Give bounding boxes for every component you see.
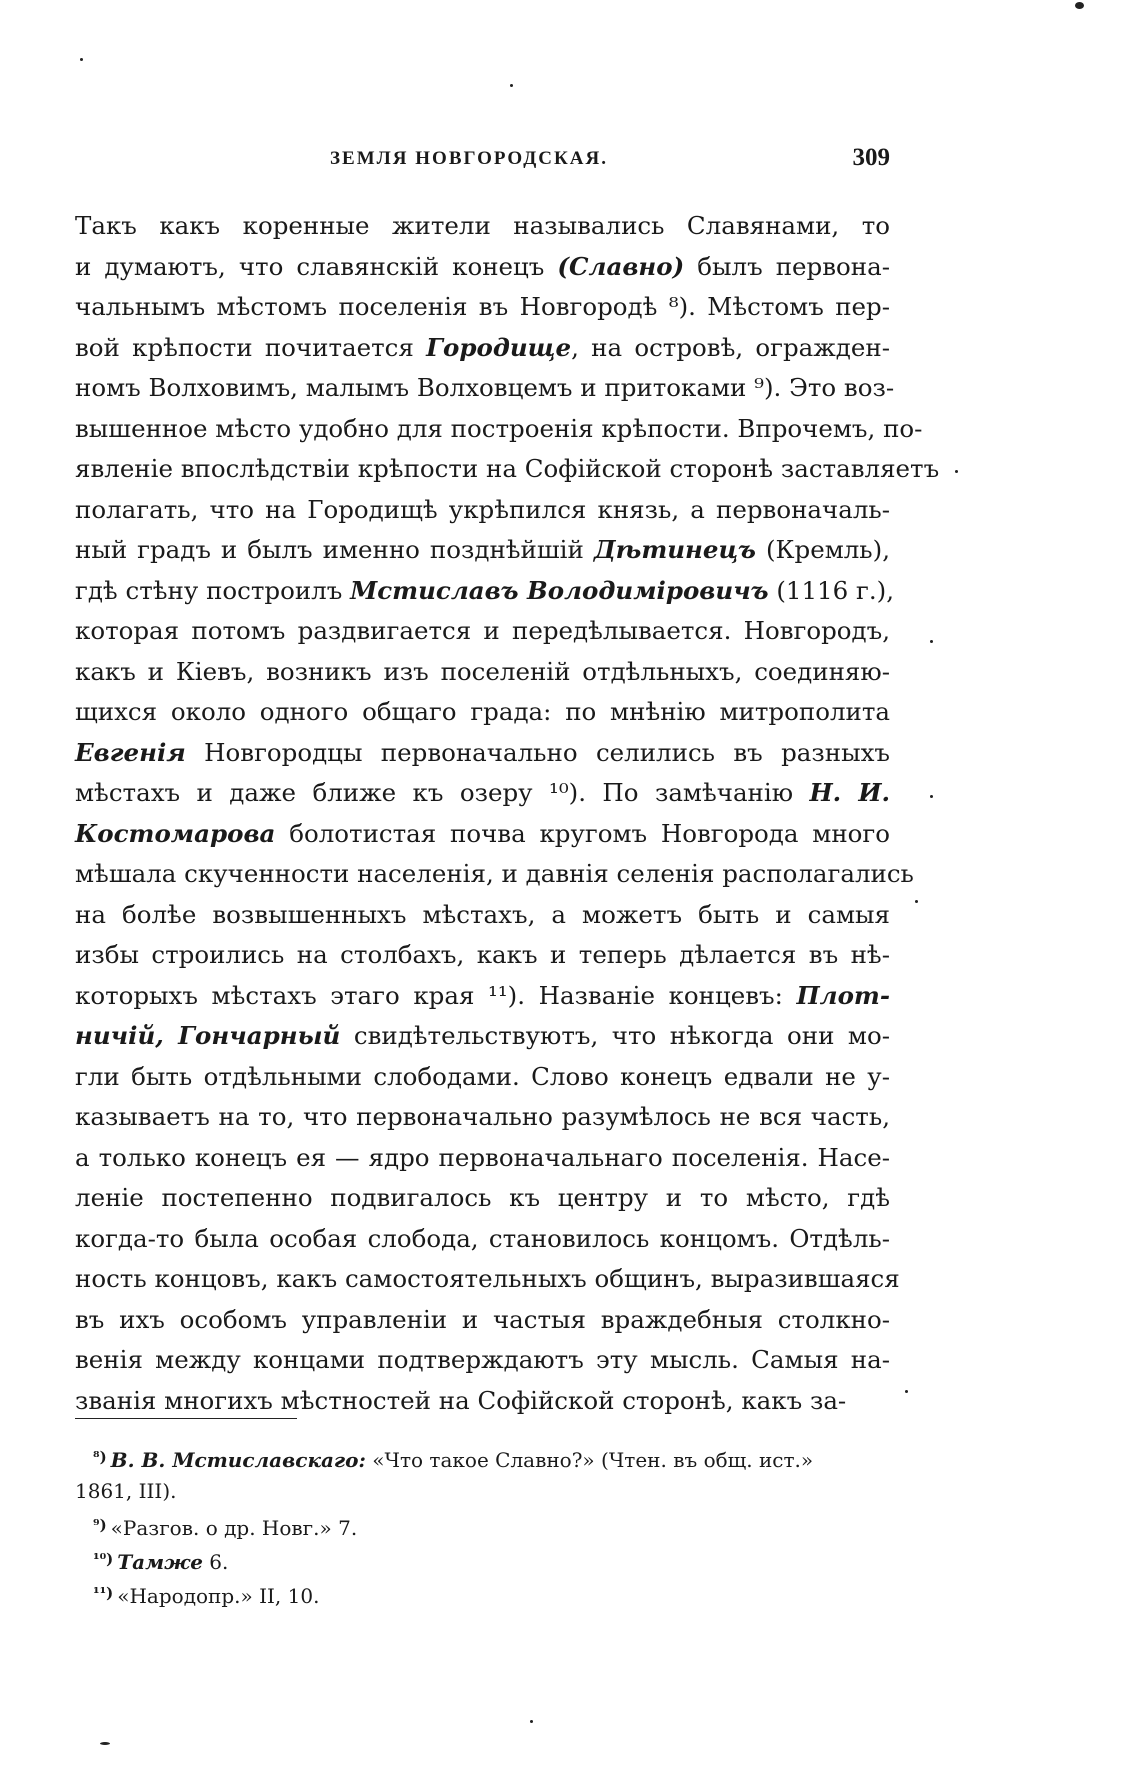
- text-run: полагать, что на Городищѣ укрѣпился князь, а первоначаль-: [75, 494, 890, 524]
- footnote-text: 6.: [202, 1550, 229, 1574]
- text-run: былъ первона-: [684, 251, 890, 281]
- text-line: [75, 247, 890, 288]
- text-line: [75, 368, 895, 409]
- text-run: казываетъ на то, что первоначально разумѣлось не вся часть,: [75, 1102, 890, 1131]
- text-line: [75, 1300, 890, 1341]
- text-run: когда-то была особая слобода, становилось концомъ. Отдѣль-: [75, 1223, 890, 1253]
- text-line: [75, 490, 890, 531]
- footnote-text: «Разгов. о др. Новг.» 7.: [110, 1516, 358, 1540]
- print-speck: [530, 1720, 533, 1723]
- text-line: [75, 611, 890, 652]
- text-line: [75, 571, 894, 612]
- footnote: [75, 1440, 890, 1474]
- text-run: вой крѣпости почитается: [75, 332, 427, 362]
- text-run: какъ и Кіевъ, возникъ изъ поселеній отдѣльныхъ, соединяю-: [75, 656, 890, 686]
- italic-run: Дѣтинецъ: [593, 535, 756, 564]
- text-line: [75, 328, 890, 369]
- text-run: ный градъ и былъ именно позднѣйшій: [75, 535, 594, 564]
- footnote-rule: [75, 1418, 297, 1419]
- text-run: леніе постепенно подвигалось къ центру и то мѣсто, гдѣ: [75, 1183, 890, 1212]
- text-run: и думаютъ, что славянскій конецъ: [75, 251, 558, 281]
- text-run: которая потомъ раздвигается и передѣлывается. Новгородъ,: [75, 616, 890, 645]
- print-speck: [930, 795, 933, 798]
- italic-run: Городище: [426, 332, 572, 362]
- text-run: мѣстахъ и даже ближе къ озеру ¹⁰). По замѣчанію: [75, 778, 810, 807]
- text-line: [75, 1219, 890, 1260]
- text-line: [75, 409, 923, 450]
- text-run: въ ихъ особомъ управленіи и частыя враждебныя столкно-: [75, 1304, 890, 1334]
- text-run: мѣшала скученности населенія, и давнія селенія располагались: [75, 859, 914, 888]
- text-line: [75, 1138, 890, 1179]
- print-speck: [1075, 2, 1084, 9]
- text-line: [75, 652, 890, 693]
- text-line: [75, 206, 890, 247]
- footnote-text: «Что такое Славно?» (Чтен. въ общ. ист.»: [365, 1448, 814, 1472]
- text-line: [75, 976, 890, 1017]
- text-run: (Кремль),: [756, 535, 890, 564]
- text-line: [75, 1097, 890, 1138]
- footnotes: [75, 1440, 890, 1610]
- text-run: явленіе впослѣдствіи крѣпости на Софійской сторонѣ заставляетъ: [75, 454, 940, 483]
- page-number: 309: [852, 144, 890, 171]
- text-run: венія между концами подтверждаютъ эту мысль. Самыя на-: [75, 1345, 890, 1374]
- running-head: [75, 144, 890, 182]
- italic-run: Евгенія: [75, 737, 186, 767]
- text-run: щихся около одного общаго града: по мнѣнію митрополита: [75, 697, 890, 726]
- italic-run: ничій, Гончарный: [75, 1021, 341, 1050]
- italic-run: Мстиславъ Володиміровичъ: [350, 575, 769, 605]
- italic-run: Н. И.: [809, 778, 891, 807]
- footnote-mark: ¹⁰): [93, 1550, 114, 1568]
- text-run: свидѣтельствуютъ, что нѣкогда они мо-: [340, 1021, 890, 1050]
- text-line: [75, 854, 914, 895]
- print-speck: [510, 84, 513, 87]
- body-text: [75, 206, 940, 1421]
- text-line: [75, 692, 890, 733]
- text-run: болотистая почва кругомъ Новгорода много: [275, 818, 890, 848]
- print-speck: [915, 900, 918, 903]
- text-run: , на островѣ, огражден-: [571, 332, 890, 362]
- footnote-italic: Тамже: [117, 1550, 203, 1574]
- text-line: [75, 895, 890, 936]
- text-line: [75, 1057, 890, 1098]
- text-run: на болѣе возвышенныхъ мѣстахъ, а можетъ быть и самыя: [75, 899, 890, 929]
- text-line: [75, 449, 940, 490]
- text-run: а только конецъ ея — ядро первоначальнаго поселенія. Насе-: [75, 1142, 890, 1172]
- text-line: [75, 733, 890, 774]
- text-run: вышенное мѣсто удобно для построенія крѣпости. Впрочемъ, по-: [75, 413, 923, 443]
- footnote-italic: В. В. Мстиславскаго:: [110, 1448, 366, 1472]
- text-run: гли быть отдѣльными слободами. Слово конецъ едвали не у-: [75, 1061, 890, 1091]
- text-run: (1116 г.),: [768, 575, 894, 605]
- italic-run: Костомарова: [75, 818, 276, 848]
- footnote: [75, 1474, 890, 1508]
- footnote-text: «Народопр.» II, 10.: [117, 1584, 320, 1608]
- running-title: ЗЕМЛЯ НОВГОРОДСКАЯ.: [330, 148, 608, 169]
- print-speck: [100, 1742, 110, 1745]
- text-line: [75, 1381, 890, 1422]
- text-line: [75, 773, 890, 814]
- footnote: [75, 1508, 890, 1542]
- text-run: ность концовъ, какъ самостоятельныхъ общинъ, выразившаяся: [75, 1264, 900, 1293]
- print-speck: [930, 640, 933, 643]
- text-run: чальнымъ мѣстомъ поселенія въ Новгородѣ ⁸). Мѣстомъ пер-: [75, 292, 890, 321]
- text-line: [75, 1259, 900, 1300]
- print-speck: [905, 1390, 908, 1393]
- text-run: гдѣ стѣну построилъ: [75, 575, 351, 605]
- text-line: [75, 1178, 890, 1219]
- print-speck: [80, 58, 83, 61]
- text-line: [75, 935, 890, 976]
- footnote-mark: ⁹): [93, 1516, 107, 1534]
- text-run: Такъ какъ коренные жители назывались Славянами, то: [75, 211, 890, 240]
- text-run: званія многихъ мѣстностей на Софійской сторонѣ, какъ за-: [75, 1385, 847, 1415]
- text-run: которыхъ мѣстахъ этаго края ¹¹). Названіе концевъ:: [75, 980, 797, 1010]
- italic-run: Плот-: [796, 980, 890, 1010]
- text-line: [75, 1340, 890, 1381]
- text-line: [75, 530, 890, 571]
- footnote-text: 1861, III).: [75, 1479, 177, 1503]
- footnote-mark: ¹¹): [93, 1584, 114, 1602]
- footnote: [75, 1542, 890, 1576]
- text-line: [75, 814, 890, 855]
- text-run: номъ Волховимъ, малымъ Волховцемъ и притоками ⁹). Это воз-: [75, 373, 895, 402]
- text-run: избы строились на столбахъ, какъ и теперь дѣлается въ нѣ-: [75, 940, 890, 969]
- text-run: Новгородцы первоначально селились въ разныхъ: [185, 737, 890, 767]
- text-line: [75, 287, 890, 328]
- text-line: [75, 1016, 890, 1057]
- italic-run: (Славно): [557, 251, 685, 281]
- footnote-mark: ⁸): [93, 1448, 107, 1466]
- footnote: [75, 1576, 890, 1610]
- print-speck: [955, 470, 958, 473]
